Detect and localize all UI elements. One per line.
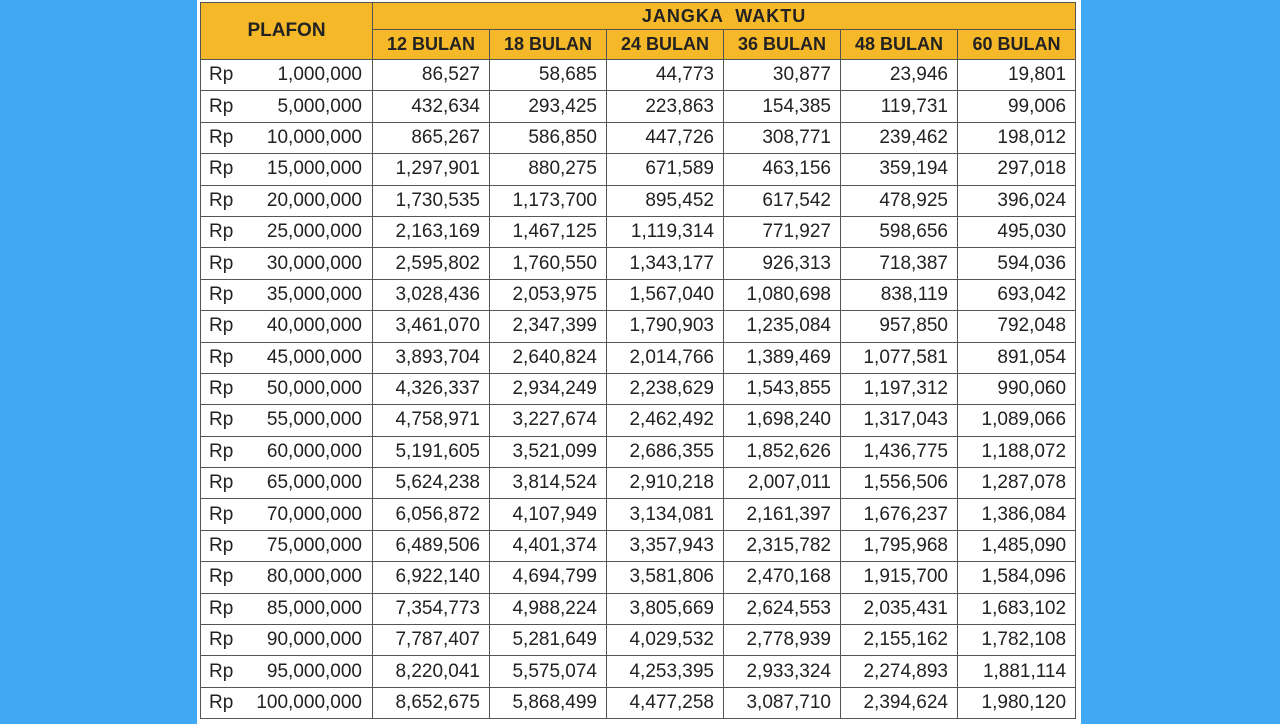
currency-label: Rp: [209, 597, 234, 619]
plafon-amount: 100,000,000: [256, 692, 362, 713]
installment-cell: 1,297,901: [373, 154, 490, 185]
plafon-header: PLAFON: [201, 3, 373, 60]
plafon-amount: 5,000,000: [277, 95, 362, 117]
installment-cell: 1,467,125: [490, 216, 607, 247]
installment-cell: 3,227,674: [490, 405, 607, 436]
installment-cell: 2,934,249: [490, 373, 607, 404]
installment-cell: 2,163,169: [373, 216, 490, 247]
installment-cell: 19,801: [958, 60, 1076, 91]
installment-cell: 2,910,218: [607, 468, 724, 499]
plafon-cell: [201, 562, 373, 593]
plafon-amount: 85,000,000: [266, 597, 362, 619]
currency-label: Rp: [209, 472, 234, 494]
installment-cell: 3,028,436: [373, 279, 490, 310]
plafon-cell: [201, 593, 373, 624]
installment-cell: 495,030: [958, 216, 1076, 247]
installment-cell: 6,922,140: [373, 562, 490, 593]
installment-cell: 771,927: [724, 216, 841, 247]
installment-cell: 1,173,700: [490, 185, 607, 216]
installment-cell: 463,156: [724, 154, 841, 185]
plafon-cell: [201, 122, 373, 153]
plafon-amount: 90,000,000: [266, 629, 362, 651]
installment-cell: 2,274,893: [841, 656, 958, 687]
installment-cell: 1,980,120: [958, 687, 1076, 718]
installment-cell: 2,640,824: [490, 342, 607, 373]
installment-cell: 671,589: [607, 154, 724, 185]
installment-cell: 4,326,337: [373, 373, 490, 404]
term-header: 60 BULAN: [958, 30, 1076, 60]
plafon-amount: 1,000,000: [277, 64, 362, 86]
table-row: [201, 279, 1076, 310]
table-row: [201, 436, 1076, 467]
installment-cell: 3,805,669: [607, 593, 724, 624]
installment-cell: 1,795,968: [841, 530, 958, 561]
table-row: [201, 687, 1076, 718]
plafon-cell: [201, 656, 373, 687]
installment-cell: 2,462,492: [607, 405, 724, 436]
plafon-amount: 60,000,000: [266, 440, 362, 462]
table-row: [201, 216, 1076, 247]
installment-cell: 23,946: [841, 60, 958, 91]
installment-cell: 3,357,943: [607, 530, 724, 561]
term-header: 24 BULAN: [607, 30, 724, 60]
plafon-cell: [201, 216, 373, 247]
table-row: [201, 593, 1076, 624]
plafon-amount: 55,000,000: [266, 409, 362, 431]
installment-cell: 1,567,040: [607, 279, 724, 310]
currency-label: Rp: [209, 346, 234, 368]
term-header: 48 BULAN: [841, 30, 958, 60]
installment-cell: 3,087,710: [724, 687, 841, 718]
plafon-cell: [201, 342, 373, 373]
installment-cell: 2,035,431: [841, 593, 958, 624]
currency-label: Rp: [209, 566, 234, 588]
installment-cell: 895,452: [607, 185, 724, 216]
installment-cell: 5,191,605: [373, 436, 490, 467]
installment-cell: 1,782,108: [958, 625, 1076, 656]
installment-cell: 1,556,506: [841, 468, 958, 499]
installment-cell: 6,489,506: [373, 530, 490, 561]
installment-cell: 396,024: [958, 185, 1076, 216]
installment-cell: 865,267: [373, 122, 490, 153]
plafon-cell: [201, 468, 373, 499]
installment-cell: 1,343,177: [607, 248, 724, 279]
currency-label: Rp: [209, 692, 234, 713]
plafon-amount: 70,000,000: [266, 503, 362, 525]
installment-cell: 6,056,872: [373, 499, 490, 530]
installment-cell: 1,287,078: [958, 468, 1076, 499]
plafon-amount: 65,000,000: [266, 472, 362, 494]
table-header: [201, 3, 1076, 60]
installment-cell: 2,778,939: [724, 625, 841, 656]
installment-cell: 2,624,553: [724, 593, 841, 624]
currency-label: Rp: [209, 535, 234, 557]
installment-cell: 44,773: [607, 60, 724, 91]
installment-cell: 2,595,802: [373, 248, 490, 279]
term-group-header: JANGKA WAKTU: [373, 3, 1076, 30]
installment-cell: 198,012: [958, 122, 1076, 153]
installment-cell: 2,394,624: [841, 687, 958, 718]
currency-label: Rp: [209, 409, 234, 431]
installment-cell: 2,315,782: [724, 530, 841, 561]
loan-table-sheet: [197, 0, 1081, 724]
plafon-cell: [201, 436, 373, 467]
installment-cell: 1,386,084: [958, 499, 1076, 530]
currency-label: Rp: [209, 95, 234, 117]
table-row: [201, 311, 1076, 342]
installment-cell: 598,656: [841, 216, 958, 247]
installment-cell: 2,161,397: [724, 499, 841, 530]
installment-cell: 3,893,704: [373, 342, 490, 373]
currency-label: Rp: [209, 440, 234, 462]
installment-cell: 718,387: [841, 248, 958, 279]
installment-cell: 2,238,629: [607, 373, 724, 404]
installment-cell: 990,060: [958, 373, 1076, 404]
plafon-cell: [201, 405, 373, 436]
installment-cell: 239,462: [841, 122, 958, 153]
table-row: [201, 625, 1076, 656]
installment-cell: 1,760,550: [490, 248, 607, 279]
installment-cell: 4,029,532: [607, 625, 724, 656]
plafon-cell: [201, 311, 373, 342]
plafon-cell: [201, 530, 373, 561]
installment-cell: 926,313: [724, 248, 841, 279]
currency-label: Rp: [209, 64, 234, 86]
table-row: [201, 530, 1076, 561]
installment-cell: 293,425: [490, 91, 607, 122]
term-header: 18 BULAN: [490, 30, 607, 60]
installment-cell: 30,877: [724, 60, 841, 91]
installment-cell: 838,119: [841, 279, 958, 310]
installment-cell: 1,730,535: [373, 185, 490, 216]
plafon-cell: [201, 279, 373, 310]
plafon-amount: 30,000,000: [266, 252, 362, 274]
table-row: [201, 405, 1076, 436]
installment-cell: 1,584,096: [958, 562, 1076, 593]
table-row: [201, 91, 1076, 122]
plafon-cell: [201, 373, 373, 404]
installment-cell: 4,477,258: [607, 687, 724, 718]
installment-cell: 957,850: [841, 311, 958, 342]
installment-cell: 8,652,675: [373, 687, 490, 718]
currency-label: Rp: [209, 660, 234, 682]
currency-label: Rp: [209, 629, 234, 651]
table-row: [201, 562, 1076, 593]
installment-cell: 1,119,314: [607, 216, 724, 247]
plafon-cell: [201, 687, 373, 718]
installment-cell: 586,850: [490, 122, 607, 153]
table-row: [201, 499, 1076, 530]
installment-cell: 2,053,975: [490, 279, 607, 310]
plafon-cell: [201, 499, 373, 530]
installment-cell: 1,089,066: [958, 405, 1076, 436]
installment-cell: 2,014,766: [607, 342, 724, 373]
installment-cell: 1,915,700: [841, 562, 958, 593]
term-header: 12 BULAN: [373, 30, 490, 60]
table-row: [201, 248, 1076, 279]
installment-cell: 891,054: [958, 342, 1076, 373]
table-row: [201, 342, 1076, 373]
plafon-amount: 95,000,000: [266, 660, 362, 682]
plafon-amount: 35,000,000: [266, 283, 362, 305]
installment-cell: 1,881,114: [958, 656, 1076, 687]
installment-cell: 2,155,162: [841, 625, 958, 656]
currency-label: Rp: [209, 221, 234, 243]
installment-cell: 1,485,090: [958, 530, 1076, 561]
currency-label: Rp: [209, 252, 234, 274]
table-row: [201, 656, 1076, 687]
plafon-amount: 80,000,000: [266, 566, 362, 588]
installment-cell: 478,925: [841, 185, 958, 216]
installment-cell: 4,694,799: [490, 562, 607, 593]
currency-label: Rp: [209, 283, 234, 305]
plafon-amount: 15,000,000: [266, 158, 362, 180]
currency-label: Rp: [209, 503, 234, 525]
installment-cell: 359,194: [841, 154, 958, 185]
installment-cell: 8,220,041: [373, 656, 490, 687]
plafon-amount: 25,000,000: [266, 221, 362, 243]
plafon-amount: 50,000,000: [266, 378, 362, 400]
table-row: [201, 185, 1076, 216]
installment-cell: 1,188,072: [958, 436, 1076, 467]
installment-cell: 432,634: [373, 91, 490, 122]
currency-label: Rp: [209, 158, 234, 180]
plafon-cell: [201, 248, 373, 279]
plafon-amount: 40,000,000: [266, 315, 362, 337]
installment-cell: 2,007,011: [724, 468, 841, 499]
installment-cell: 1,317,043: [841, 405, 958, 436]
table-body: [201, 60, 1076, 719]
installment-cell: 7,787,407: [373, 625, 490, 656]
currency-label: Rp: [209, 378, 234, 400]
installment-cell: 4,107,949: [490, 499, 607, 530]
installment-cell: 297,018: [958, 154, 1076, 185]
plafon-cell: [201, 60, 373, 91]
installment-cell: 5,575,074: [490, 656, 607, 687]
installment-cell: 7,354,773: [373, 593, 490, 624]
currency-label: Rp: [209, 126, 234, 148]
installment-cell: 2,470,168: [724, 562, 841, 593]
plafon-cell: [201, 185, 373, 216]
installment-cell: 1,077,581: [841, 342, 958, 373]
installment-cell: 1,790,903: [607, 311, 724, 342]
installment-cell: 308,771: [724, 122, 841, 153]
plafon-amount: 10,000,000: [266, 126, 362, 148]
installment-cell: 2,933,324: [724, 656, 841, 687]
installment-cell: 4,758,971: [373, 405, 490, 436]
installment-cell: 1,676,237: [841, 499, 958, 530]
installment-cell: 1,197,312: [841, 373, 958, 404]
installment-cell: 880,275: [490, 154, 607, 185]
installment-cell: 3,521,099: [490, 436, 607, 467]
installment-cell: 4,253,395: [607, 656, 724, 687]
table-row: [201, 373, 1076, 404]
installment-cell: 5,868,499: [490, 687, 607, 718]
installment-cell: 223,863: [607, 91, 724, 122]
table-row: [201, 60, 1076, 91]
installment-cell: 58,685: [490, 60, 607, 91]
installment-cell: 447,726: [607, 122, 724, 153]
plafon-cell: [201, 625, 373, 656]
installment-cell: 792,048: [958, 311, 1076, 342]
installment-cell: 5,281,649: [490, 625, 607, 656]
currency-label: Rp: [209, 315, 234, 337]
installment-cell: 4,401,374: [490, 530, 607, 561]
installment-cell: 693,042: [958, 279, 1076, 310]
installment-cell: 594,036: [958, 248, 1076, 279]
plafon-amount: 20,000,000: [266, 189, 362, 211]
installment-cell: 3,461,070: [373, 311, 490, 342]
installment-table: [200, 2, 1076, 719]
installment-cell: 1,543,855: [724, 373, 841, 404]
plafon-amount: 75,000,000: [266, 535, 362, 557]
installment-cell: 119,731: [841, 91, 958, 122]
plafon-cell: [201, 91, 373, 122]
installment-cell: 86,527: [373, 60, 490, 91]
installment-cell: 1,235,084: [724, 311, 841, 342]
installment-cell: 2,347,399: [490, 311, 607, 342]
installment-cell: 2,686,355: [607, 436, 724, 467]
term-header: 36 BULAN: [724, 30, 841, 60]
installment-cell: 1,436,775: [841, 436, 958, 467]
plafon-cell: [201, 154, 373, 185]
table-row: [201, 154, 1076, 185]
installment-cell: 3,581,806: [607, 562, 724, 593]
installment-cell: 617,542: [724, 185, 841, 216]
plafon-amount: 45,000,000: [266, 346, 362, 368]
installment-cell: 1,389,469: [724, 342, 841, 373]
installment-cell: 1,683,102: [958, 593, 1076, 624]
installment-cell: 99,006: [958, 91, 1076, 122]
currency-label: Rp: [209, 189, 234, 211]
installment-cell: 154,385: [724, 91, 841, 122]
installment-cell: 5,624,238: [373, 468, 490, 499]
table-row: [201, 122, 1076, 153]
installment-cell: 3,134,081: [607, 499, 724, 530]
table-row: [201, 468, 1076, 499]
installment-cell: 1,698,240: [724, 405, 841, 436]
installment-cell: 4,988,224: [490, 593, 607, 624]
installment-cell: 1,852,626: [724, 436, 841, 467]
installment-cell: 1,080,698: [724, 279, 841, 310]
installment-cell: 3,814,524: [490, 468, 607, 499]
